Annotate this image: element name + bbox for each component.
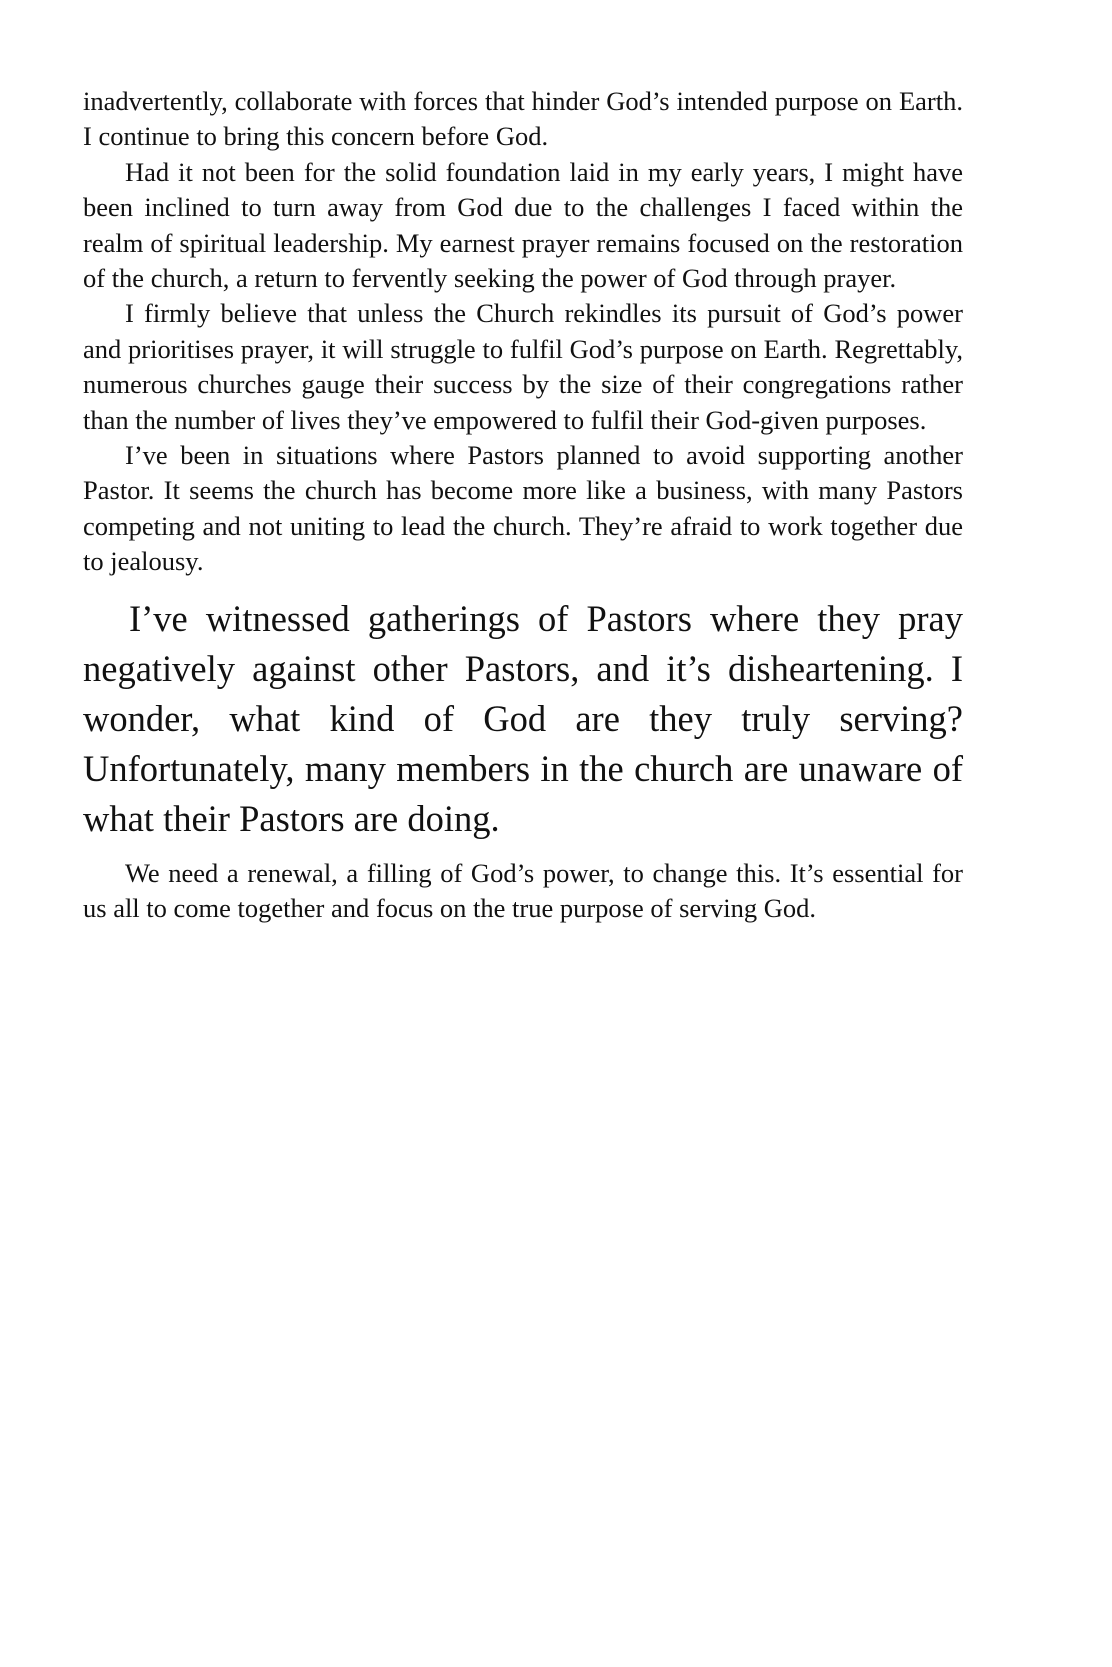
paragraph-3: I firmly believe that unless the Church rekindles its pursuit of God’s power and prioritises prayer, it will struggle to fulfil God’s purpose on Earth. Regrettably, numerous churches gauge their success by the size of their congregations rather than the number of lives they’ve empowered to fulfil their God-given purposes. [83, 298, 963, 435]
text-column [83, 84, 963, 927]
paragraph-5-emphasis: I’ve witnessed gatherings of Pastors where they pray negatively against other Pastors, and it’s disheartening. I wonder, what kind of God are they truly serving? Unfortunately, many members in the church are unaware of what their Pastors are doing. [83, 597, 963, 839]
paragraph-4: I’ve been in situations where Pastors planned to avoid supporting another Pastor. It seems the church has become more like a business, with many Pastors competing and not uniting to lead the church. They’re afraid to work together due to jealousy. [83, 440, 963, 577]
paragraph-1: inadvertently, collaborate with forces that hinder God’s intended purpose on Earth. I continue to bring this concern before God. [83, 86, 963, 152]
paragraph-2: Had it not been for the solid foundation laid in my early years, I might have been inclined to turn away from God due to the challenges I faced within the realm of spiritual leadership. My earnest prayer remains focused on the restoration of the church, a return to fervently seeking the power of God through prayer. [83, 156, 963, 294]
paragraph-6: We need a renewal, a filling of God’s power, to change this. It’s essential for us all to come together and focus on the true purpose of serving God. [83, 857, 963, 924]
